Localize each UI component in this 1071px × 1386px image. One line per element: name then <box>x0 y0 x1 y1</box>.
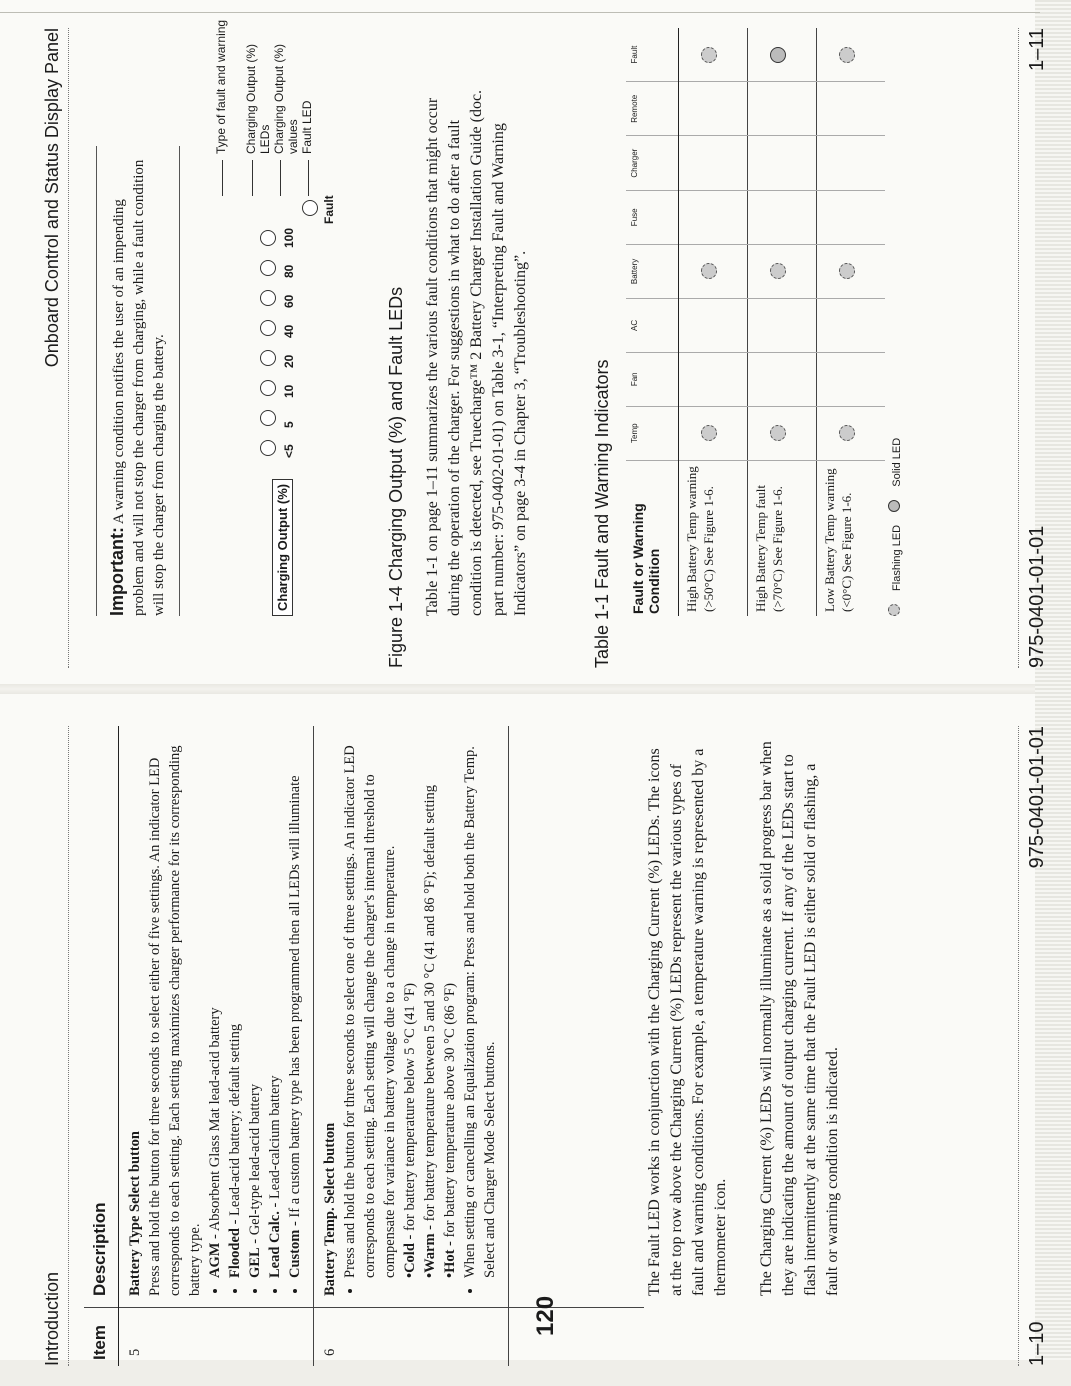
item-description-table <box>84 726 509 1366</box>
indicator-cell <box>817 28 886 82</box>
page-number: 1–10 <box>1026 1321 1048 1366</box>
table-row <box>748 28 817 616</box>
important-note <box>96 146 180 616</box>
header-remote: Remote <box>626 82 679 136</box>
paragraph-charging-current: The Charging Current (%) LEDs will normally illuminate as a solid progress bar when they are indicating the amount of output charging current. If any of the LEDs start to flash intermittently at the same time that the Fault LED is either solid or flashing, a fault or warning condition is indicated. <box>758 741 841 1296</box>
list-item: • Lead Calc. - Lead-calcium battery <box>265 726 285 1278</box>
output-value: 40 <box>282 324 296 338</box>
header-temp: Temp <box>626 406 679 460</box>
list-item: • Custom - If a custom battery type has been programmed then all LEDs will illuminate <box>285 726 305 1278</box>
solid-led-icon <box>888 500 900 512</box>
header-fan: Fan <box>626 352 679 406</box>
indicator-cell <box>748 406 817 460</box>
indicator-cell <box>817 136 886 190</box>
legend-flashing: Flashing LED <box>891 524 903 591</box>
callout-output-values: Charging Output (%) values <box>272 43 300 154</box>
row-title: Battery Temp. Select button <box>322 1122 338 1296</box>
callout-fault-led: Fault LED <box>300 100 314 154</box>
fault-warning-table <box>626 28 885 616</box>
table-row-5 <box>119 726 314 1366</box>
output-led <box>260 380 276 396</box>
header-condition: Fault or Warning Condition <box>626 460 679 616</box>
indicator-cell <box>679 244 748 298</box>
indicator-cell <box>817 352 886 406</box>
header-description: Description <box>90 1202 109 1296</box>
scan-top-line <box>0 12 1040 13</box>
paragraph-fault-led: The Fault LED works in conjunction with the Charging Current (%) LEDs. The icons at the top row above the Charging Current (%) LEDs represent the various types of fault and warning conditions. For example, a temperature warning is represented by a thermometer icon. <box>646 748 729 1296</box>
indicator-cell <box>679 190 748 244</box>
item-number: 6 <box>322 1348 338 1356</box>
indicator-cell <box>748 136 817 190</box>
condition-cell: Low Battery Temp warning (<0°C) See Figure 1-6. <box>817 460 886 616</box>
output-value: 60 <box>282 294 296 308</box>
table-row-6 <box>314 726 509 1366</box>
indicator-cell <box>748 352 817 406</box>
indicator-cell <box>748 190 817 244</box>
doc-number: 975-0401-01-01 <box>1026 525 1048 668</box>
output-value: 5 <box>282 421 296 428</box>
condition-cell: High Battery Temp fault (>70°C) See Figure 1-6. <box>748 460 817 616</box>
output-led <box>260 440 276 456</box>
flashing-led-icon <box>701 47 717 63</box>
indicator-cell <box>679 406 748 460</box>
output-value: 100 <box>282 227 296 248</box>
left-header-title: Introduction <box>42 1271 62 1366</box>
fault-label: Fault <box>322 195 336 224</box>
table-caption: Table 1-1 Fault and Warning Indicators <box>592 359 612 668</box>
output-led <box>260 350 276 366</box>
doc-number: 975-0401-01-01 <box>1026 726 1048 869</box>
flashing-led-icon <box>770 263 786 279</box>
header-battery: Battery <box>626 244 679 298</box>
left-header-rule <box>68 726 69 1366</box>
left-page <box>36 726 1071 1366</box>
table-header <box>84 726 119 1366</box>
indicator-cell <box>748 299 817 353</box>
flashing-led-icon <box>839 47 855 63</box>
output-value: <5 <box>282 444 296 458</box>
output-led <box>260 410 276 426</box>
flashing-led-icon <box>839 263 855 279</box>
page-fold <box>0 684 1035 694</box>
list-item: • When setting or cancelling an Equalization program: Press and hold both the Battery Temp. Select and Charger Mode Select buttons. <box>460 726 500 1278</box>
right-page <box>36 19 1071 668</box>
legend-solid: Solid LED <box>891 437 903 487</box>
led-legend <box>888 428 903 616</box>
page-number: 1–11 <box>1026 28 1048 72</box>
flashing-led-icon <box>701 263 717 279</box>
output-value: 10 <box>282 384 296 398</box>
solid-led-icon <box>770 47 786 63</box>
table-row <box>679 28 748 616</box>
page-stamp: 120 <box>532 1295 559 1336</box>
fault-led <box>302 200 318 216</box>
charging-output-panel <box>202 16 372 616</box>
row-text: Press and hold the button for three seconds to select either of five settings. An indicator LED corresponds to each setting. Each setting maximizes charger performance for its corresponding battery type. <box>147 745 203 1296</box>
indicator-cell <box>817 406 886 460</box>
left-page-header <box>36 726 66 1366</box>
indicator-cell <box>748 82 817 136</box>
table-row <box>817 28 886 616</box>
figure-description: Table 1-1 on page 1–11 summarizes the various fault conditions that might occur during the operation of the charger. For suggestions in what to do after a fault condition is detected, see Truecharge™ 2 Battery Charger Installation Guide (doc. part number: 975-0402-01-01) on Table 3-1, “Interpreting Fault and Warning Indicators” on page 3-4 in Chapter 3, “Troubleshooting”. <box>424 89 529 616</box>
header-fault: Fault <box>626 28 679 82</box>
callout-output-leds: Charging Output (%) LEDs <box>244 43 272 154</box>
figure-caption: Figure 1-4 Charging Output (%) and Fault LEDs <box>386 286 406 668</box>
indicator-cell <box>817 299 886 353</box>
header-fuse: Fuse <box>626 190 679 244</box>
right-header-rule <box>68 28 69 668</box>
item-number: 5 <box>127 1348 143 1356</box>
list-item: • AGM - Absorbent Glass Mat lead-acid battery <box>205 726 225 1278</box>
header-charger: Charger <box>626 136 679 190</box>
indicator-cell <box>817 244 886 298</box>
header-ac: AC <box>626 299 679 353</box>
output-led <box>260 320 276 336</box>
panel-label: Charging Output (%) <box>272 479 293 616</box>
right-page-header <box>36 28 66 668</box>
output-led <box>260 230 276 246</box>
indicator-cell <box>748 28 817 82</box>
right-header-title: Onboard Control and Status Display Panel <box>42 28 62 368</box>
flashing-led-icon <box>770 425 786 441</box>
indicator-cell <box>679 82 748 136</box>
output-led <box>260 260 276 276</box>
indicator-cell <box>679 28 748 82</box>
important-label: Important: <box>107 527 127 616</box>
condition-cell: High Battery Temp warning (>50°C) See Figure 1-6. <box>679 460 748 616</box>
indicator-cell <box>679 136 748 190</box>
output-led <box>260 290 276 306</box>
indicator-cell <box>679 352 748 406</box>
row-title: Battery Type Select button <box>127 1131 143 1296</box>
flashing-led-icon <box>839 425 855 441</box>
indicator-cell <box>748 244 817 298</box>
header-item: Item <box>90 1325 109 1360</box>
list-item: • Press and hold the button for three seconds to select one of three settings. An indicator LED corresponds to each setting. Each setting will change the charger's internal threshold to compensate for variance in battery voltage due to a change in temperature. •Cold - for battery temperature below 5 °C (41 °F) •Warm - for battery temperature between 5 and 30 °C (41 and 86 °F); default setting •Hot - for battery temperature above 30 °C (86 °F) <box>340 726 460 1278</box>
list-item: • GEL - Gel-type lead-acid battery <box>245 726 265 1278</box>
indicator-cell <box>817 190 886 244</box>
list-item: • Flooded - Lead-acid battery; default setting <box>225 726 245 1278</box>
flashing-led-icon <box>701 425 717 441</box>
output-value: 80 <box>282 264 296 278</box>
important-text: A warning condition notifies the user of an impending problem and will not stop the charger from charging, while a fault condition will stop the charger from charging the battery. <box>111 159 167 616</box>
flashing-led-icon <box>888 604 900 616</box>
indicator-cell <box>679 299 748 353</box>
indicator-cell <box>817 82 886 136</box>
callout-fault-type: Type of fault and warning <box>214 19 228 154</box>
output-value: 20 <box>282 354 296 368</box>
